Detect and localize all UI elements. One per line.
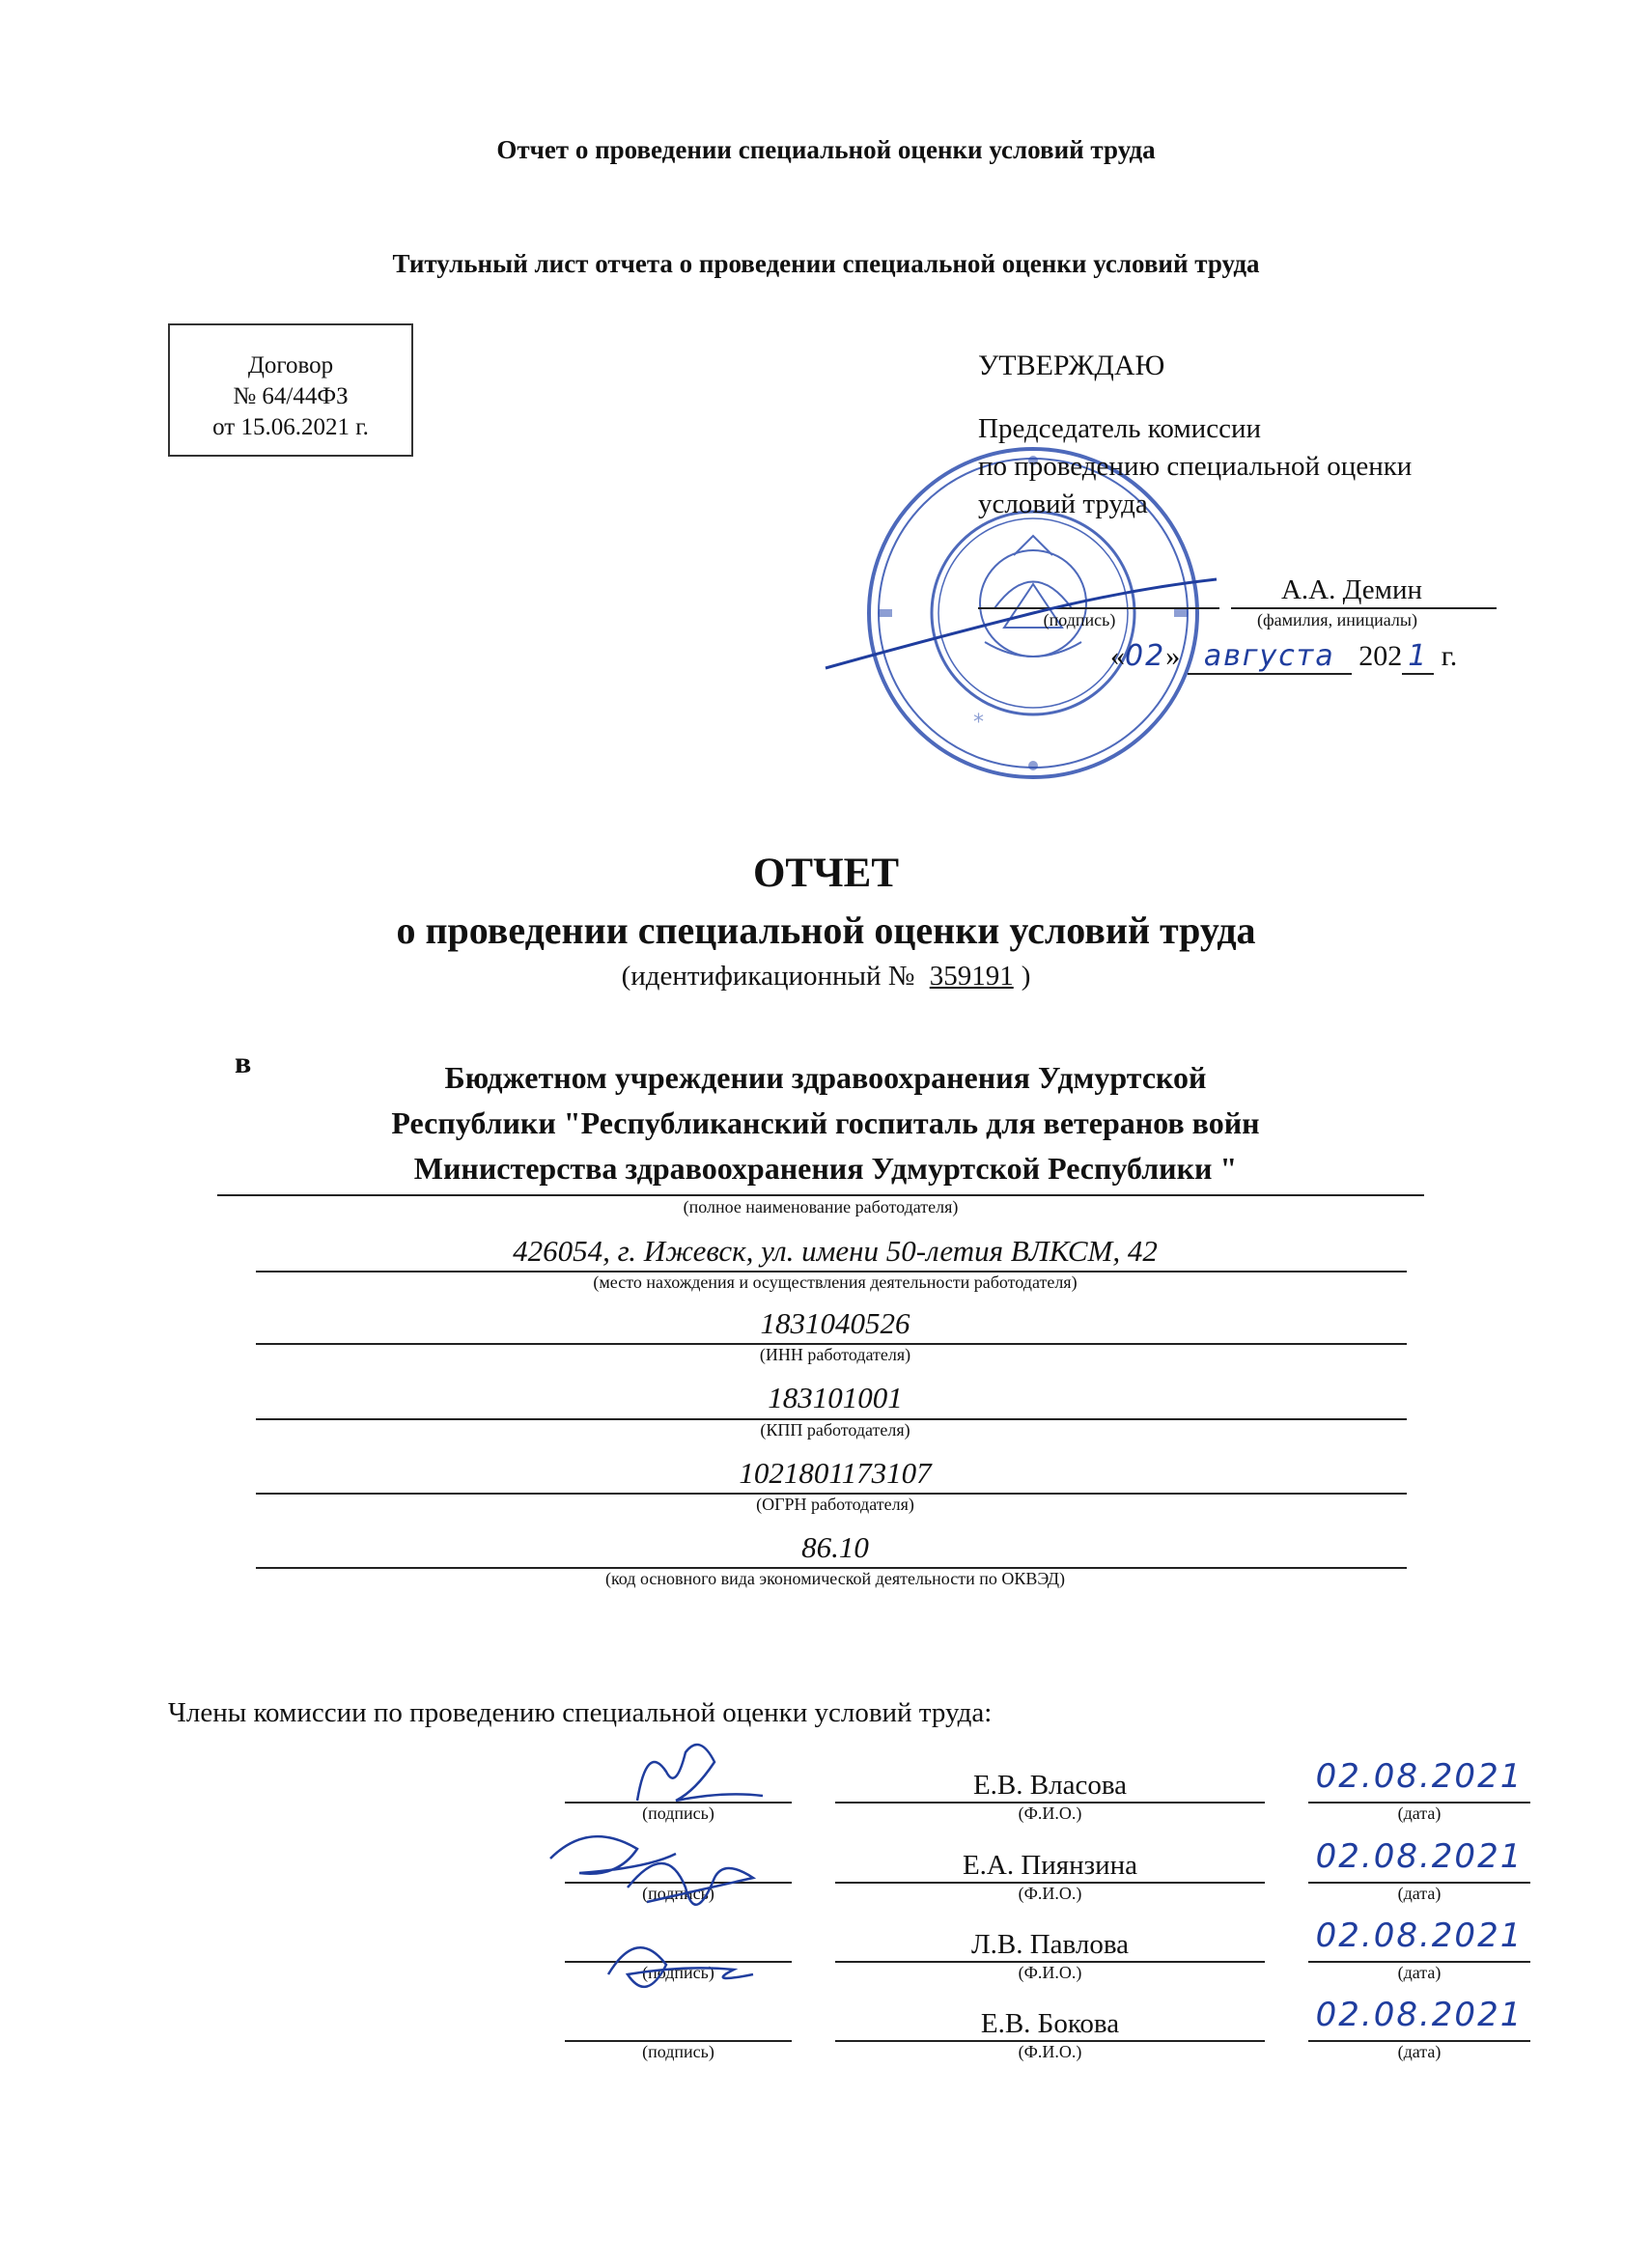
- member-date: 02.08.2021: [1315, 1837, 1524, 1876]
- member-signature-caption: (подпись): [642, 1963, 714, 1982]
- employer-prefix: в: [235, 1045, 252, 1079]
- approver-name-line: [1231, 607, 1497, 609]
- member-name: Е.А. Пиянзина: [962, 1850, 1138, 1881]
- approval-date-month: августа: [1188, 639, 1352, 675]
- approver-position-line: условий труда: [978, 489, 1148, 519]
- employer-address: 426054, г. Ижевск, ул. имени 50-летия ВЛКСМ, 42: [513, 1234, 1158, 1268]
- report-id-number: 359191: [929, 961, 1014, 992]
- member-date-caption: (дата): [1397, 1884, 1442, 1903]
- approver-name: А.А. Демин: [1280, 574, 1423, 605]
- approver-position-line: Председатель комиссии: [978, 413, 1261, 444]
- approver-signature-caption: (подпись): [1043, 610, 1116, 629]
- employer-inn: 1831040526: [760, 1306, 910, 1340]
- document-header: Отчет о проведении специальной оценки условий труда: [496, 135, 1156, 164]
- member-name-caption: (Ф.И.О.): [1018, 2042, 1082, 2061]
- report-id: [0, 961, 1652, 993]
- svg-text:*: *: [973, 711, 984, 735]
- member-date-caption: (дата): [1397, 1804, 1442, 1823]
- member-signature-caption: (подпись): [642, 2042, 714, 2061]
- report-id-suffix: ): [1021, 961, 1031, 992]
- employer-okved-caption: (код основного вида экономической деятельности по ОКВЭД): [604, 1569, 1066, 1588]
- employer-name-line: Республики "Республиканский госпиталь для ветеранов войн: [391, 1105, 1260, 1140]
- employer-ogrn: 1021801173107: [739, 1456, 932, 1490]
- contract-number: № 64/44ФЗ: [233, 383, 349, 409]
- report-id-prefix: (идентификационный №: [621, 961, 915, 992]
- approval-title: УТВЕРЖДАЮ: [978, 350, 1165, 381]
- member-date-caption: (дата): [1397, 2042, 1442, 2061]
- approval-date-year-prefix: 202: [1358, 640, 1403, 672]
- member-signature-caption: (подпись): [642, 1804, 714, 1823]
- title-sheet-header: Титульный лист отчета о проведении специальной оценки условий труда: [392, 249, 1260, 278]
- contract-date: от 15.06.2021 г.: [212, 414, 369, 440]
- approver-position: [978, 410, 1412, 523]
- member-name-caption: (Ф.И.О.): [1018, 1804, 1082, 1823]
- approval-date-day: 02: [1125, 639, 1166, 673]
- report-subtitle: о проведении специальной оценки условий труда: [396, 909, 1256, 952]
- member-name: Е.В. Власова: [972, 1770, 1128, 1801]
- employer-name: [222, 1055, 1429, 1191]
- report-title: ОТЧЕТ: [752, 851, 900, 896]
- employer-name-line: Бюджетном учреждении здравоохранения Удмуртской: [444, 1060, 1207, 1095]
- member-name: Л.В. Павлова: [970, 1929, 1130, 1960]
- approval-date: «02» августа 202 1 г.: [1110, 639, 1458, 673]
- employer-ogrn-caption: (ОГРН работодателя): [756, 1495, 914, 1514]
- member-handwritten-signatures: [531, 1733, 801, 2061]
- employer-name-caption: (полное наименование работодателя): [683, 1197, 959, 1216]
- employer-name-line-rule: [217, 1194, 1424, 1196]
- employer-kpp: 183101001: [768, 1381, 903, 1414]
- contract-label: Договор: [247, 352, 334, 378]
- member-date-caption: (дата): [1397, 1963, 1442, 1982]
- employer-okved: 86.10: [801, 1530, 869, 1564]
- approval-date-suffix: г.: [1441, 640, 1458, 672]
- member-date: 02.08.2021: [1315, 1757, 1524, 1796]
- employer-address-caption: (место нахождения и осуществления деятельности работодателя): [593, 1272, 1078, 1292]
- member-name-caption: (Ф.И.О.): [1018, 1963, 1082, 1982]
- member-date: 02.08.2021: [1315, 1996, 1524, 2034]
- employer-name-line: Министерства здравоохранения Удмуртской Республики ": [413, 1151, 1238, 1186]
- contract-box: [168, 323, 413, 457]
- approval-date-year-digit: 1: [1402, 639, 1434, 675]
- approver-position-line: по проведению специальной оценки: [978, 451, 1413, 482]
- member-date: 02.08.2021: [1315, 1916, 1524, 1955]
- member-name: Е.В. Бокова: [980, 2008, 1120, 2039]
- commission-heading: Члены комиссии по проведению специальной оценки условий труда:: [168, 1697, 993, 1728]
- employer-kpp-caption: (КПП работодателя): [760, 1420, 910, 1440]
- member-name-caption: (Ф.И.О.): [1018, 1884, 1082, 1903]
- employer-inn-caption: (ИНН работодателя): [759, 1345, 911, 1364]
- approver-name-caption: (фамилия, инициалы): [1257, 610, 1417, 629]
- member-signature-caption: (подпись): [642, 1884, 714, 1903]
